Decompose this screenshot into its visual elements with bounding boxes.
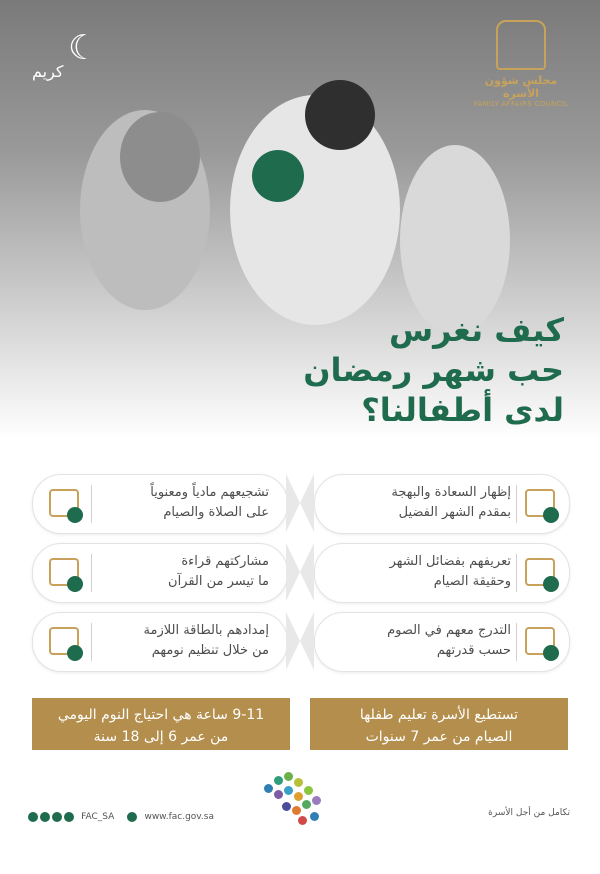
tip-line: وحقيقة الصيام [433, 574, 511, 589]
lantern-icon [523, 625, 557, 659]
tip-card-left-1 [32, 474, 288, 534]
council-name-ar: مجلس شؤون الأسرة [484, 74, 558, 100]
vision-2030-logo [262, 770, 342, 830]
council-family-icon [496, 20, 546, 70]
chevron-left-arrow-icon [300, 612, 314, 670]
fact-line: الصيام من عمر 7 سنوات [365, 729, 513, 745]
divider [516, 623, 517, 661]
tip-line: على الصلاة والصيام [163, 505, 269, 520]
fact-line: من عمر 6 إلى 18 سنة [93, 729, 229, 745]
tip-line: بمقدم الشهر الفضيل [398, 505, 511, 520]
chevron-left-arrow-icon [300, 474, 314, 532]
council-logo [466, 20, 576, 108]
green-accent-circle [252, 150, 304, 202]
tip-line: مشاركتهم قراءة [181, 554, 269, 569]
social-handle[interactable]: FAC_SA [81, 811, 115, 822]
page-title [303, 310, 564, 430]
tip-line: التدرج معهم في الصوم [387, 623, 511, 638]
boy-figure [400, 145, 510, 335]
chevron-left-arrow-icon [300, 543, 314, 601]
tip-line: إظهار السعادة والبهجة [391, 485, 511, 500]
chevron-right-arrow-icon [286, 543, 300, 601]
fact-box-fasting-age [310, 698, 568, 750]
title-line-2: حب شهر رمضان [303, 351, 564, 389]
twitter-icon[interactable] [28, 812, 38, 822]
social-links [28, 806, 216, 825]
celebration-icon [523, 487, 557, 521]
girl-figure [120, 112, 200, 202]
divider [516, 485, 517, 523]
alarm-clock-icon [47, 625, 81, 659]
chevron-right-arrow-icon [286, 612, 300, 670]
instagram-icon[interactable] [40, 812, 50, 822]
fact-line: 9-11 ساعة هي احتياج النوم اليومي [57, 707, 265, 723]
title-line-1: كيف نغرس [388, 311, 564, 349]
green-accent-arc [305, 80, 375, 150]
globe-icon [127, 812, 137, 822]
title-line-3: لدى أطفالنا؟ [361, 391, 564, 429]
youtube-icon[interactable] [52, 812, 62, 822]
reward-hand-icon [47, 487, 81, 521]
fact-line: تستطيع الأسرة تعليم طفلها [359, 707, 519, 723]
tip-line: تعريفهم بفضائل الشهر [389, 554, 511, 569]
tip-line: من خلال تنظيم نومهم [151, 643, 269, 658]
tip-line: إمدادهم بالطاقة اللازمة [143, 623, 269, 638]
kareem-word: كريم [32, 62, 64, 81]
tip-card-right-2 [314, 543, 570, 603]
facebook-icon[interactable] [64, 812, 74, 822]
footer-slogan: تكامل من أجل الأسرة [488, 808, 570, 818]
divider [516, 554, 517, 592]
ramadan-calligraphy-icon: ☾ [68, 28, 99, 68]
tip-card-right-1 [314, 474, 570, 534]
quran-book-icon [47, 556, 81, 590]
council-name-en: FAMILY AFFAIRS COUNCIL [473, 100, 569, 108]
website-link[interactable]: www.fac.gov.sa [144, 811, 214, 822]
tip-card-left-2 [32, 543, 288, 603]
tip-line: تشجيعهم مادياً ومعنوياً [150, 485, 269, 500]
chevron-right-arrow-icon [286, 474, 300, 532]
fact-box-sleep-hours [32, 698, 290, 750]
tip-line: ما تيسر من القرآن [168, 574, 269, 589]
prayer-hands-icon [523, 556, 557, 590]
ramadan-kareem-logo [28, 28, 118, 88]
tip-card-right-3 [314, 612, 570, 672]
tip-line: حسب قدرتهم [436, 643, 511, 658]
tip-card-left-3 [32, 612, 288, 672]
